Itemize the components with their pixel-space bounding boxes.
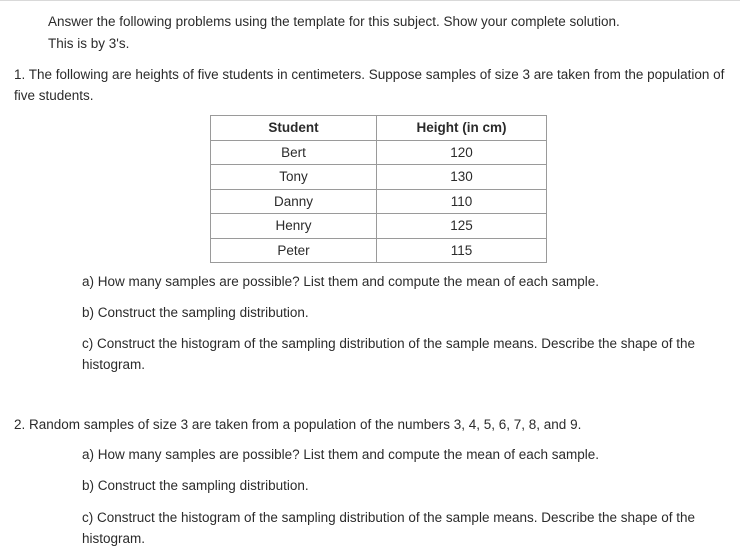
problem-1-part-b: b) Construct the sampling distribution.	[82, 305, 309, 320]
table-row	[211, 165, 547, 190]
student-name-cell: Henry	[211, 214, 377, 239]
height-cell: 120	[377, 140, 547, 165]
height-cell: 115	[377, 238, 547, 263]
table-row	[211, 189, 547, 214]
table-row	[211, 238, 547, 263]
problem-1-part-c: c) Construct the histogram of the sampling distribution of the sample means. Describe the shape of the histogram.	[82, 336, 696, 372]
problem-2-part-c: c) Construct the histogram of the sampling distribution of the sample means. Describe the shape of the histogram.	[82, 510, 696, 546]
instructions-line-1: Answer the following problems using the template for this subject. Show your complete solution.	[48, 14, 620, 29]
student-name-cell: Peter	[211, 238, 377, 263]
student-name-cell: Danny	[211, 189, 377, 214]
student-name-cell: Tony	[211, 165, 377, 190]
column-header-height: Height (in cm)	[377, 116, 547, 141]
column-header-student: Student	[211, 116, 377, 141]
table-row	[211, 140, 547, 165]
top-divider	[0, 0, 740, 1]
instructions-line-2: This is by 3's.	[48, 36, 130, 51]
heights-table	[210, 115, 547, 263]
table-row	[211, 214, 547, 239]
table-header-row	[211, 116, 547, 141]
height-cell: 130	[377, 165, 547, 190]
height-cell: 110	[377, 189, 547, 214]
problem-2-statement: 2. Random samples of size 3 are taken from a population of the numbers 3, 4, 5, 6, 7, 8, and 9.	[14, 417, 582, 432]
problem-1-statement: 1. The following are heights of five students in centimeters. Suppose samples of size 3 are taken from the population of five students.	[14, 67, 725, 103]
student-name-cell: Bert	[211, 140, 377, 165]
problem-2-part-b: b) Construct the sampling distribution.	[82, 478, 309, 493]
height-cell: 125	[377, 214, 547, 239]
problem-1-part-a: a) How many samples are possible? List them and compute the mean of each sample.	[82, 274, 600, 289]
problem-2-part-a: a) How many samples are possible? List them and compute the mean of each sample.	[82, 447, 600, 462]
